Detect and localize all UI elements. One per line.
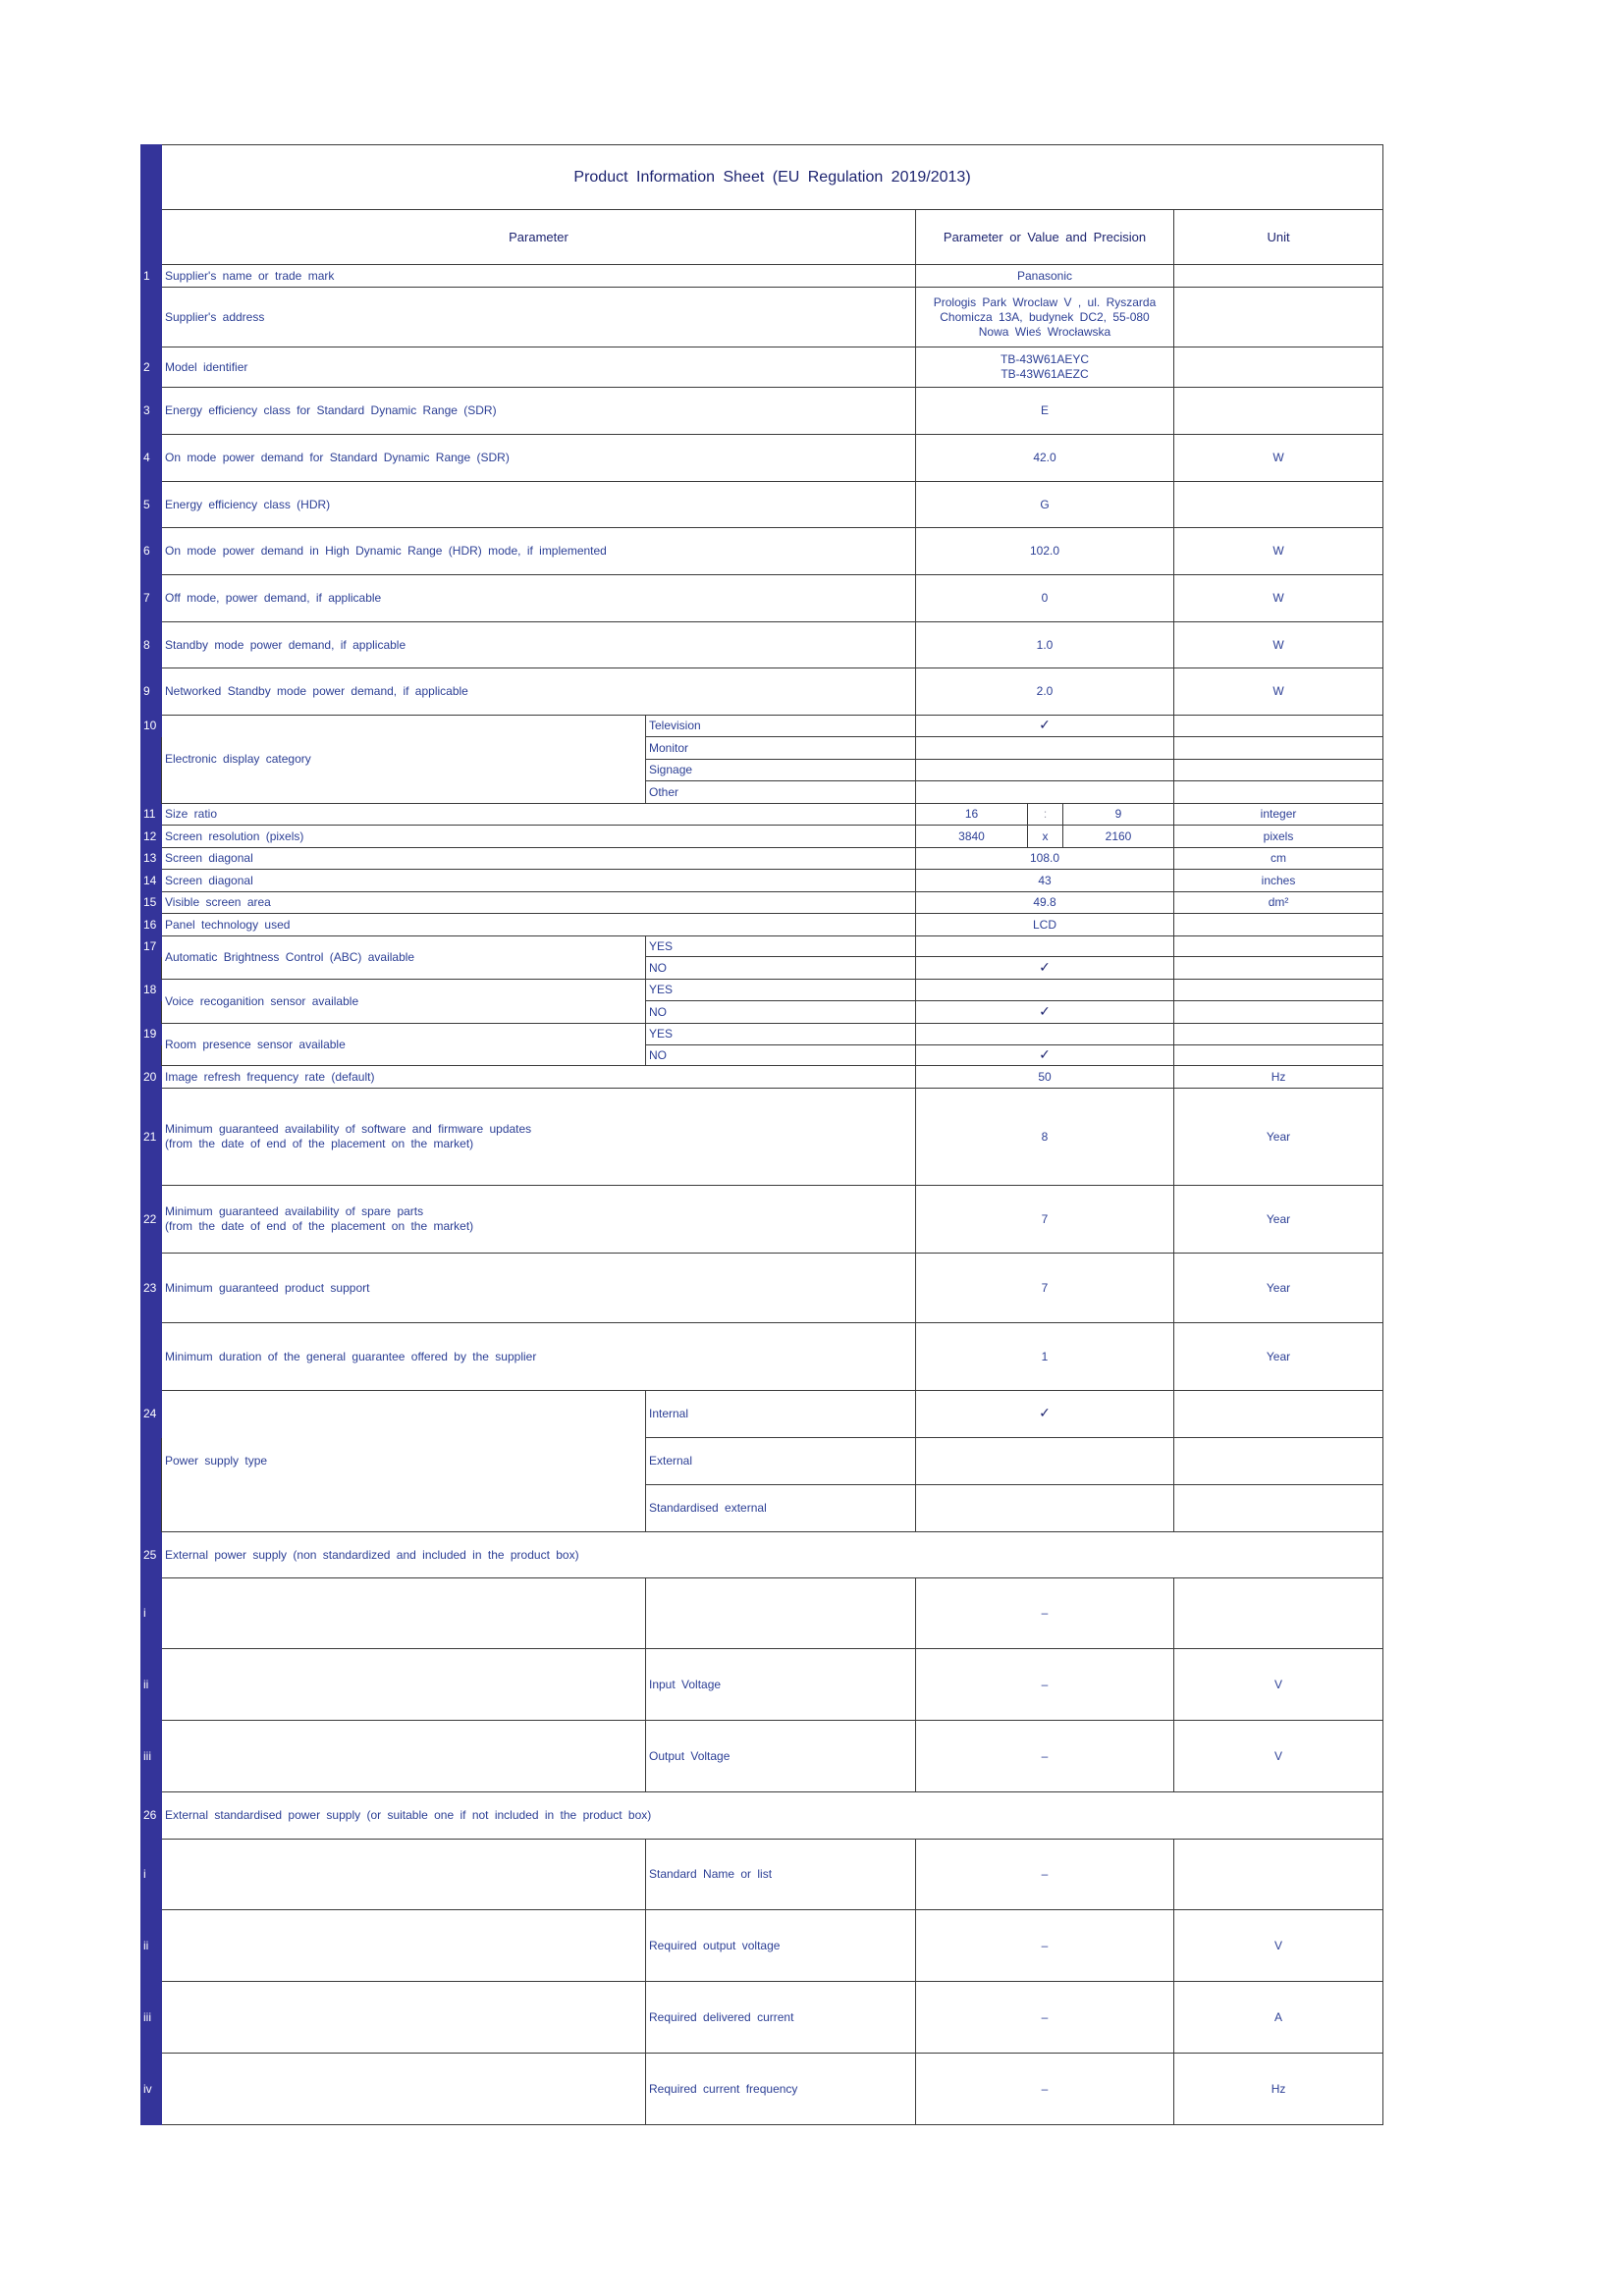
checkmark-icon: ✓	[916, 1045, 1174, 1066]
unit-cell	[1174, 957, 1383, 980]
row-external-psu-item	[141, 1578, 1383, 1649]
resolution-height: 2160	[1063, 826, 1174, 848]
unit-cell: Year	[1174, 1089, 1383, 1186]
unit-cell: dm²	[1174, 892, 1383, 914]
number-strip	[141, 781, 162, 804]
model-id: TB-43W61AEZC	[1001, 367, 1089, 381]
row-number: iv	[141, 2054, 162, 2125]
item-label: Required delivered current	[646, 1982, 916, 2054]
unit-cell: Year	[1174, 1186, 1383, 1254]
address-line: Chomicza 13A, budynek DC2, 55-080	[940, 309, 1150, 324]
param-label: Standby mode power demand, if applicable	[162, 622, 916, 668]
param-line: (from the date of end of the placement on the market)	[165, 1219, 474, 1233]
number-strip	[141, 760, 162, 781]
unit-cell: W	[1174, 668, 1383, 716]
row-number: 8	[141, 622, 162, 668]
unit-cell	[1174, 1024, 1383, 1045]
row-standby	[141, 622, 1383, 668]
param-line: (from the date of end of the placement on the market)	[165, 1137, 474, 1150]
row-standard-psu	[141, 1792, 1383, 1840]
value-cell: 43	[916, 870, 1174, 892]
unit-cell	[1174, 347, 1383, 388]
row-number: ii	[141, 1649, 162, 1721]
param-label: Image refresh frequency rate (default)	[162, 1066, 916, 1089]
unit-cell: Hz	[1174, 1066, 1383, 1089]
row-standard-psu-item	[141, 2054, 1383, 2125]
row-external-psu-item	[141, 1649, 1383, 1721]
value-cell: G	[916, 482, 1174, 528]
section-label: External power supply (non standardized and included in the product box)	[162, 1532, 1383, 1578]
value-cell: –	[916, 2054, 1174, 2125]
param-label: Supplier's address	[162, 288, 916, 347]
row-number: iii	[141, 1721, 162, 1792]
number-strip	[141, 1045, 162, 1066]
row-supplier-address	[141, 288, 1383, 347]
unit-cell	[1174, 388, 1383, 435]
option-label: Television	[646, 716, 916, 737]
row-number: 20	[141, 1066, 162, 1089]
row-size-ratio	[141, 804, 1383, 826]
row-diagonal-cm	[141, 848, 1383, 870]
param-line: Minimum guaranteed availability of software and firmware updates	[165, 1122, 532, 1136]
row-number: 3	[141, 388, 162, 435]
unit-cell	[1174, 936, 1383, 957]
param-label: On mode power demand for Standard Dynamic Range (SDR)	[162, 435, 916, 482]
row-number: 26	[141, 1792, 162, 1840]
option-label: YES	[646, 936, 916, 957]
number-strip	[141, 288, 162, 347]
row-number: 13	[141, 848, 162, 870]
param-label	[162, 1186, 916, 1254]
param-label: Automatic Brightness Control (ABC) available	[162, 936, 646, 980]
param-label	[162, 1089, 916, 1186]
param-label: Size ratio	[162, 804, 916, 826]
checkmark-icon	[916, 980, 1174, 1001]
unit-cell: Year	[1174, 1323, 1383, 1391]
param-line: Minimum guaranteed availability of spare parts	[165, 1204, 424, 1218]
row-standard-psu-item	[141, 1910, 1383, 1982]
value-cell: –	[916, 1649, 1174, 1721]
unit-cell: pixels	[1174, 826, 1383, 848]
row-external-psu	[141, 1532, 1383, 1578]
value-cell: 7	[916, 1186, 1174, 1254]
number-strip	[141, 1323, 162, 1391]
row-software-updates	[141, 1089, 1383, 1186]
header-row	[141, 210, 1383, 265]
option-label: External	[646, 1438, 916, 1485]
unit-cell	[1174, 482, 1383, 528]
value-cell: 50	[916, 1066, 1174, 1089]
param-label: Voice recoganition sensor available	[162, 980, 646, 1024]
empty-cell	[162, 1982, 646, 2054]
row-guarantee	[141, 1323, 1383, 1391]
param-label: Networked Standby mode power demand, if applicable	[162, 668, 916, 716]
empty-cell	[162, 1721, 646, 1792]
row-number: 10	[141, 716, 162, 737]
unit-cell	[1174, 1578, 1383, 1649]
number-strip	[141, 957, 162, 980]
checkmark-icon	[916, 737, 1174, 760]
value-cell: –	[916, 1578, 1174, 1649]
row-presence	[141, 1024, 1383, 1045]
row-number: i	[141, 1578, 162, 1649]
value-cell: 42.0	[916, 435, 1174, 482]
row-power-hdr	[141, 528, 1383, 575]
checkmark-icon: ✓	[916, 1001, 1174, 1024]
unit-cell: W	[1174, 528, 1383, 575]
value-cell: E	[916, 388, 1174, 435]
checkmark-icon	[916, 760, 1174, 781]
header-parameter: Parameter	[162, 210, 916, 265]
value-cell: –	[916, 1982, 1174, 2054]
unit-cell	[1174, 980, 1383, 1001]
unit-cell: W	[1174, 575, 1383, 622]
row-external-psu-item	[141, 1721, 1383, 1792]
checkmark-icon: ✓	[916, 716, 1174, 737]
param-label: Screen resolution (pixels)	[162, 826, 916, 848]
value-cell: 0	[916, 575, 1174, 622]
row-refresh	[141, 1066, 1383, 1089]
param-label: Off mode, power demand, if applicable	[162, 575, 916, 622]
param-label: Electronic display category	[162, 716, 646, 804]
row-number: 14	[141, 870, 162, 892]
number-strip	[141, 737, 162, 760]
row-power-supply-type	[141, 1391, 1383, 1438]
row-resolution	[141, 826, 1383, 848]
product-information-table	[140, 144, 1383, 2125]
row-standard-psu-item	[141, 1840, 1383, 1910]
checkmark-icon: ✓	[916, 957, 1174, 980]
title-row	[141, 145, 1383, 210]
row-number: 9	[141, 668, 162, 716]
param-label: Energy efficiency class (HDR)	[162, 482, 916, 528]
value-cell: 2.0	[916, 668, 1174, 716]
param-label: Model identifier	[162, 347, 916, 388]
value-cell: –	[916, 1910, 1174, 1982]
checkmark-icon	[916, 781, 1174, 804]
row-number: 23	[141, 1254, 162, 1323]
param-label: On mode power demand in High Dynamic Range (HDR) mode, if implemented	[162, 528, 916, 575]
value-cell: LCD	[916, 914, 1174, 936]
checkmark-icon	[916, 1024, 1174, 1045]
row-number: 7	[141, 575, 162, 622]
row-networked-standby	[141, 668, 1383, 716]
number-strip	[141, 210, 162, 265]
unit-cell	[1174, 1045, 1383, 1066]
unit-cell: inches	[1174, 870, 1383, 892]
row-number: 5	[141, 482, 162, 528]
row-number: iii	[141, 1982, 162, 2054]
unit-cell: integer	[1174, 804, 1383, 826]
option-label: NO	[646, 957, 916, 980]
row-voice	[141, 980, 1383, 1001]
row-number: 6	[141, 528, 162, 575]
param-label: Supplier's name or trade mark	[162, 265, 916, 288]
param-label: Panel technology used	[162, 914, 916, 936]
unit-cell: V	[1174, 1649, 1383, 1721]
row-product-support	[141, 1254, 1383, 1323]
unit-cell	[1174, 1001, 1383, 1024]
row-number: ii	[141, 1910, 162, 1982]
value-cell: 108.0	[916, 848, 1174, 870]
value-cell: 1.0	[916, 622, 1174, 668]
option-label: NO	[646, 1045, 916, 1066]
row-power-sdr	[141, 435, 1383, 482]
unit-cell: V	[1174, 1721, 1383, 1792]
row-number: 21	[141, 1089, 162, 1186]
param-label: Minimum guaranteed product support	[162, 1254, 916, 1323]
unit-cell	[1174, 760, 1383, 781]
row-abc	[141, 936, 1383, 957]
item-label: Output Voltage	[646, 1721, 916, 1792]
row-number: 4	[141, 435, 162, 482]
param-label: Screen diagonal	[162, 848, 916, 870]
option-label: NO	[646, 1001, 916, 1024]
unit-cell: cm	[1174, 848, 1383, 870]
unit-cell	[1174, 914, 1383, 936]
value-cell	[916, 288, 1174, 347]
row-number: 19	[141, 1024, 162, 1045]
header-value: Parameter or Value and Precision	[916, 210, 1174, 265]
value-cell: 49.8	[916, 892, 1174, 914]
value-cell: 102.0	[916, 528, 1174, 575]
checkmark-icon	[916, 936, 1174, 957]
number-strip	[141, 1485, 162, 1532]
unit-cell	[1174, 1391, 1383, 1438]
item-label: Required output voltage	[646, 1910, 916, 1982]
row-spare-parts	[141, 1186, 1383, 1254]
value-cell: 1	[916, 1323, 1174, 1391]
unit-cell	[1174, 1485, 1383, 1532]
sheet-title: Product Information Sheet (EU Regulation 2019/2013)	[162, 145, 1383, 210]
empty-cell	[162, 1578, 646, 1649]
row-supplier-name	[141, 265, 1383, 288]
row-number: 17	[141, 936, 162, 957]
unit-cell: V	[1174, 1910, 1383, 1982]
number-strip	[141, 1001, 162, 1024]
row-number: 15	[141, 892, 162, 914]
unit-cell: Year	[1174, 1254, 1383, 1323]
param-label: Energy efficiency class for Standard Dynamic Range (SDR)	[162, 388, 916, 435]
header-unit: Unit	[1174, 210, 1383, 265]
row-number: 22	[141, 1186, 162, 1254]
empty-cell	[162, 1649, 646, 1721]
unit-cell	[1174, 781, 1383, 804]
value-cell: –	[916, 1840, 1174, 1910]
value-cell: 7	[916, 1254, 1174, 1323]
checkmark-icon	[916, 1485, 1174, 1532]
option-label: Other	[646, 781, 916, 804]
number-strip	[141, 145, 162, 210]
value-cell: Panasonic	[916, 265, 1174, 288]
option-label: Internal	[646, 1391, 916, 1438]
row-number: 25	[141, 1532, 162, 1578]
row-energy-class-sdr	[141, 388, 1383, 435]
row-display-category	[141, 716, 1383, 737]
ratio-separator: :	[1028, 804, 1063, 826]
param-label: Screen diagonal	[162, 870, 916, 892]
row-off-mode	[141, 575, 1383, 622]
row-diagonal-in	[141, 870, 1383, 892]
row-standard-psu-item	[141, 1982, 1383, 2054]
checkmark-icon: ✓	[916, 1391, 1174, 1438]
row-number: 11	[141, 804, 162, 826]
item-label: Required current frequency	[646, 2054, 916, 2125]
row-number: 18	[141, 980, 162, 1001]
ratio-a: 16	[916, 804, 1028, 826]
unit-cell: W	[1174, 435, 1383, 482]
row-energy-class-hdr	[141, 482, 1383, 528]
row-visible-area	[141, 892, 1383, 914]
row-number: 2	[141, 347, 162, 388]
option-label: Monitor	[646, 737, 916, 760]
model-id: TB-43W61AEYC	[1000, 352, 1090, 366]
value-cell: 8	[916, 1089, 1174, 1186]
address-line: Prologis Park Wroclaw V , ul. Ryszarda	[933, 294, 1157, 309]
unit-cell	[1174, 265, 1383, 288]
row-model-identifier	[141, 347, 1383, 388]
value-cell: –	[916, 1721, 1174, 1792]
row-number: 16	[141, 914, 162, 936]
option-label: Signage	[646, 760, 916, 781]
ratio-b: 9	[1063, 804, 1174, 826]
param-label: Minimum duration of the general guarantee offered by the supplier	[162, 1323, 916, 1391]
param-label: Power supply type	[162, 1391, 646, 1532]
row-number: 24	[141, 1391, 162, 1438]
row-panel	[141, 914, 1383, 936]
unit-cell: A	[1174, 1982, 1383, 2054]
item-label: Input Voltage	[646, 1649, 916, 1721]
option-label: YES	[646, 1024, 916, 1045]
unit-cell	[1174, 1840, 1383, 1910]
item-label	[646, 1578, 916, 1649]
empty-cell	[162, 1840, 646, 1910]
value-cell	[916, 347, 1174, 388]
option-label: YES	[646, 980, 916, 1001]
checkmark-icon	[916, 1438, 1174, 1485]
empty-cell	[162, 2054, 646, 2125]
param-label: Visible screen area	[162, 892, 916, 914]
empty-cell	[162, 1910, 646, 1982]
address-line: Nowa Wieś Wrocławska	[978, 324, 1111, 339]
section-label: External standardised power supply (or suitable one if not included in the product box)	[162, 1792, 1383, 1840]
row-number: 12	[141, 826, 162, 848]
unit-cell: W	[1174, 622, 1383, 668]
item-label: Standard Name or list	[646, 1840, 916, 1910]
option-label: Standardised external	[646, 1485, 916, 1532]
unit-cell	[1174, 1438, 1383, 1485]
unit-cell	[1174, 288, 1383, 347]
number-strip	[141, 1438, 162, 1485]
param-label: Room presence sensor available	[162, 1024, 646, 1066]
resolution-width: 3840	[916, 826, 1028, 848]
unit-cell	[1174, 716, 1383, 737]
resolution-separator: x	[1028, 826, 1063, 848]
row-number: i	[141, 1840, 162, 1910]
unit-cell	[1174, 737, 1383, 760]
unit-cell: Hz	[1174, 2054, 1383, 2125]
row-number: 1	[141, 265, 162, 288]
